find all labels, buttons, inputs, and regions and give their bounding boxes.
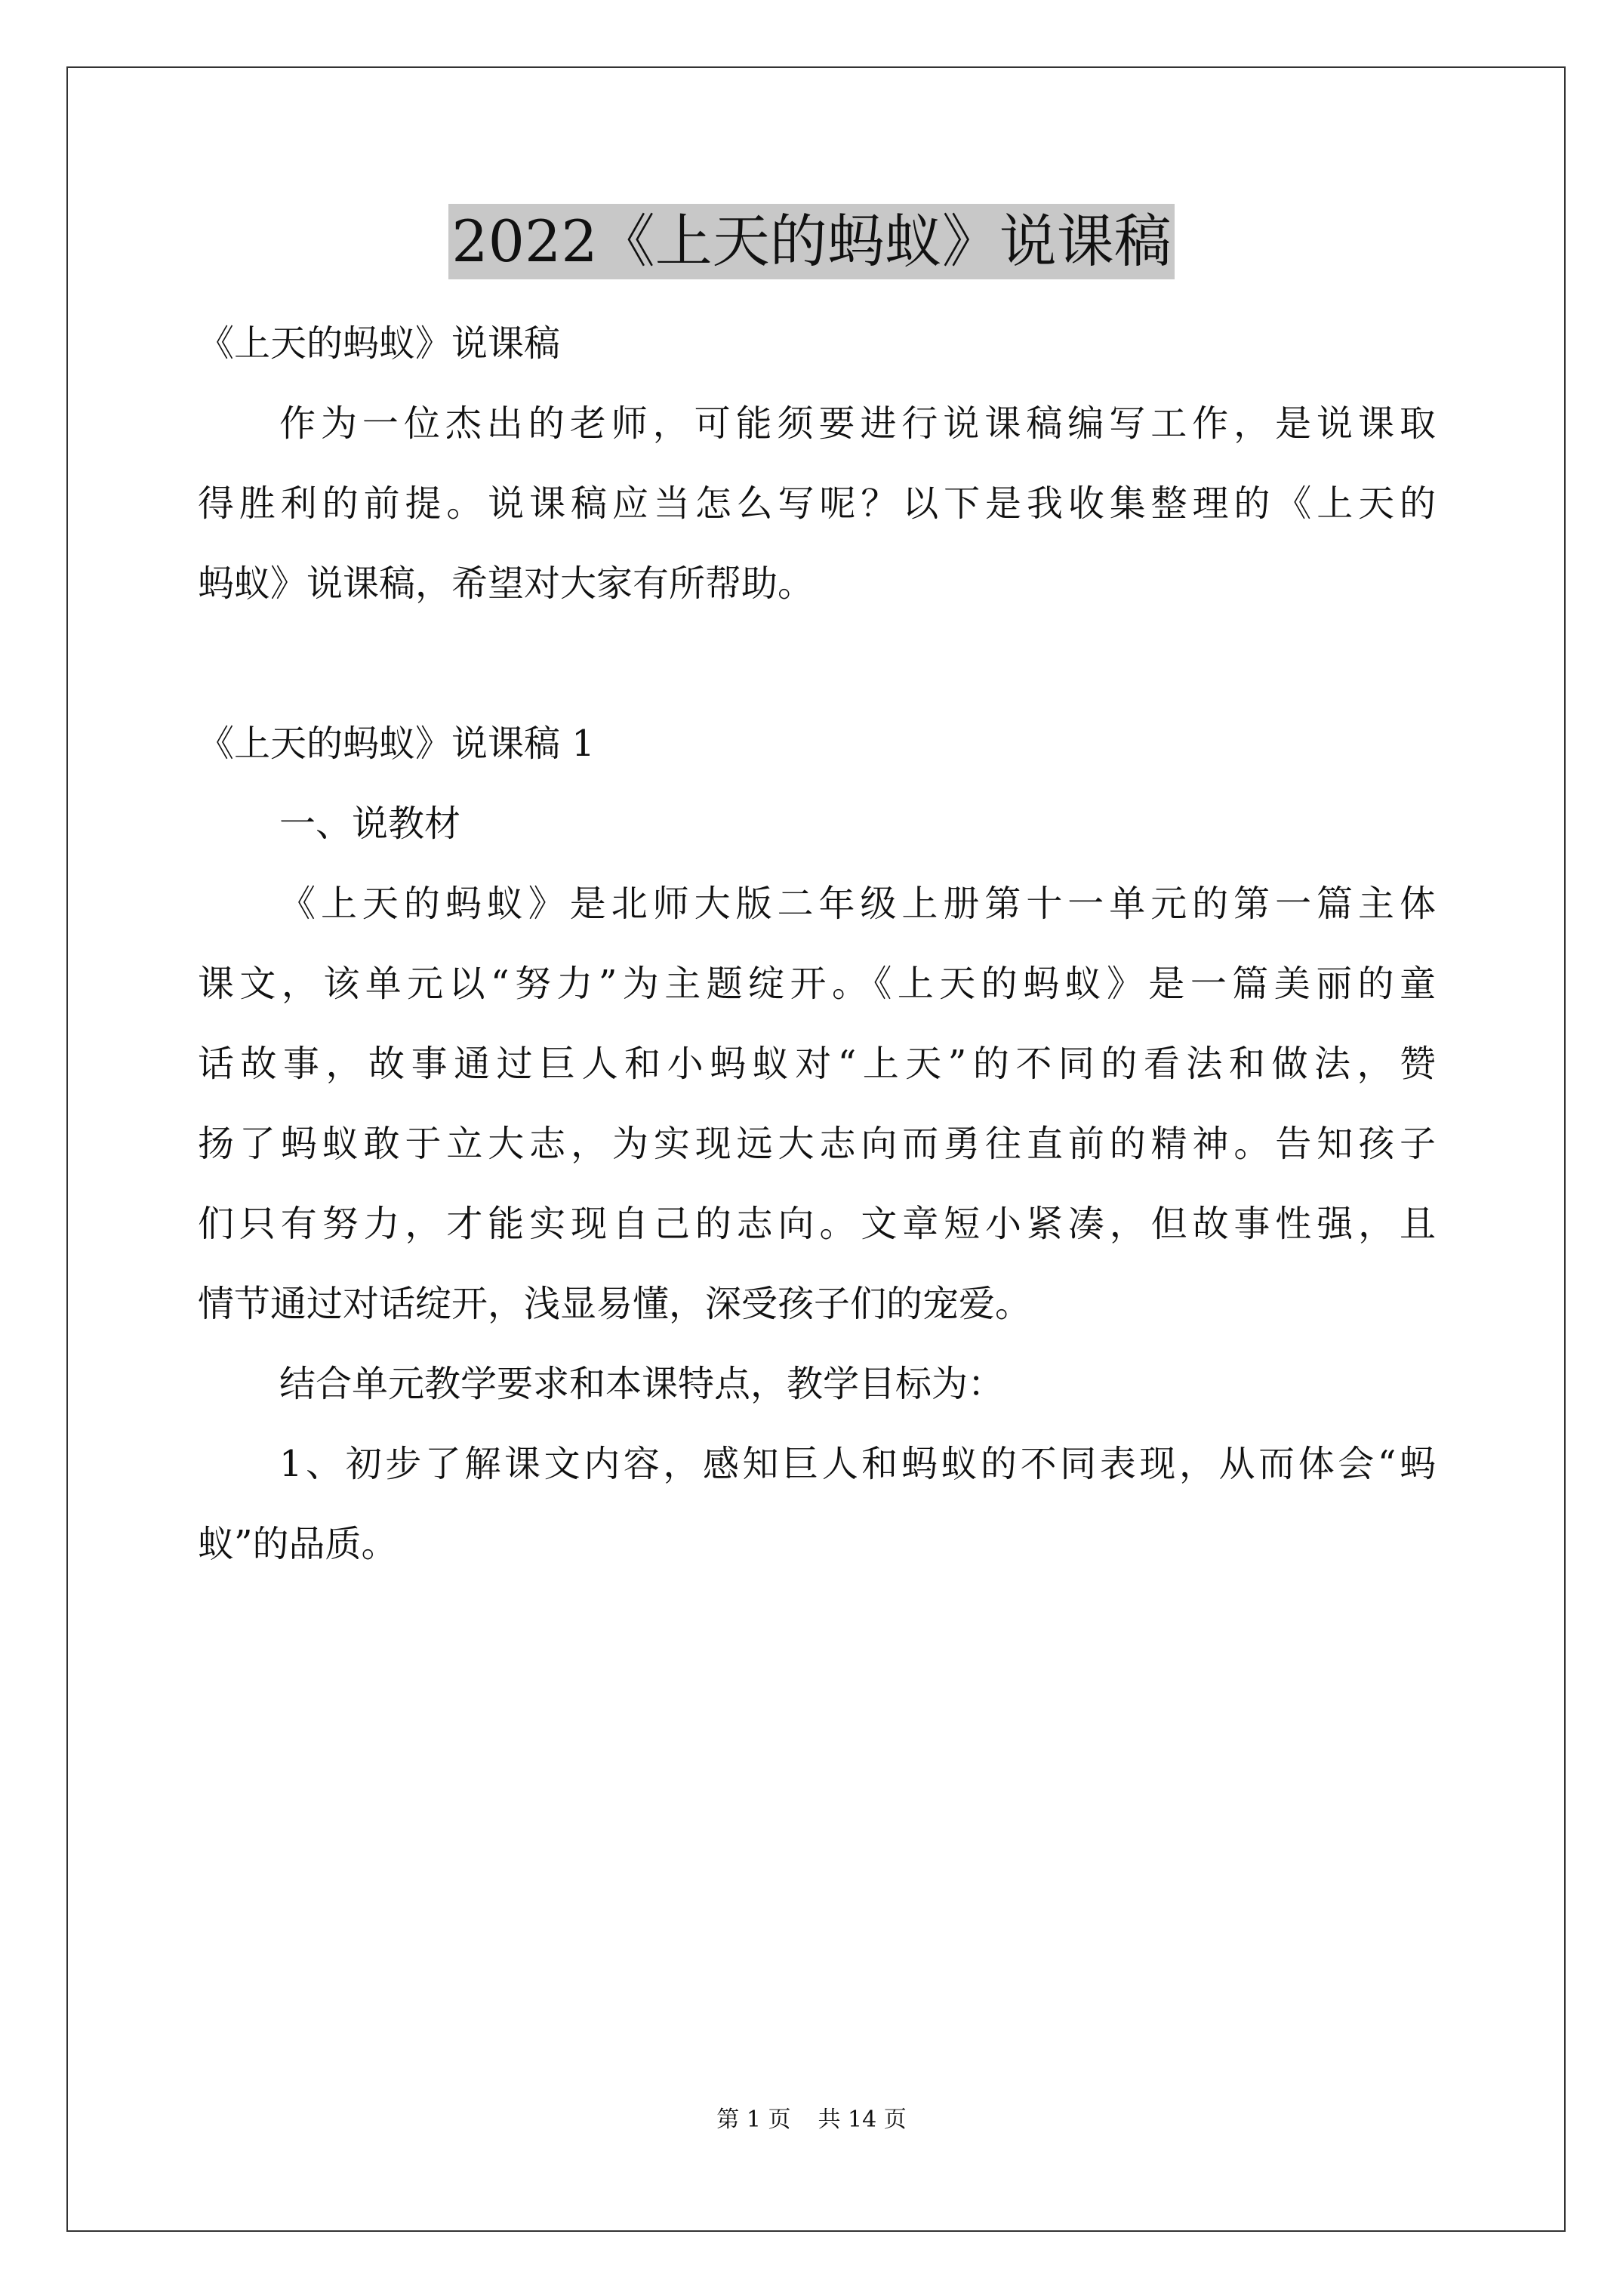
intro-line: 得胜利的前提。说课稿应当怎么写呢？以下是我收集整理的《上天的 [198,482,1436,525]
page-total: 共 14 页 [818,2106,907,2133]
blank-line [198,624,1436,704]
document-title: 2022《上天的蚂蚁》说课稿 [448,204,1174,279]
paragraph-line: 扬了蚂蚁敢于立大志，为实现远大志向而勇往直前的精神。告知孩子 [198,1123,1436,1165]
page-footer [0,2105,1623,2135]
subtitle: 《上天的蚂蚁》说课稿 [198,322,561,365]
document-title-block [0,204,1623,295]
part-heading: 一、说教材 [279,803,461,845]
paragraph-line: 结合单元教学要求和本课特点，教学目标为： [279,1363,1005,1405]
paragraph-line: 课文，该单元以“努力”为主题绽开。《上天的蚂蚁》是一篇美丽的童 [198,963,1436,1005]
paragraph-line: 话故事，故事通过巨人和小蚂蚁对“上天”的不同的看法和做法，赞 [198,1043,1436,1085]
intro-line: 作为一位杰出的老师，可能须要进行说课稿编写工作，是说课取 [279,402,1436,445]
paragraph-line: 《上天的蚂蚁》是北师大版二年级上册第十一单元的第一篇主体 [279,883,1436,925]
intro-line: 蚂蚁》说课稿，希望对大家有所帮助。 [198,562,815,605]
paragraph-line: 们只有努力，才能实现自己的志向。文章短小紧凑，但故事性强，且 [198,1203,1436,1245]
page-number: 第 1 页 [716,2106,791,2133]
document-body [198,304,1436,1584]
goal-line: 1、初步了解课文内容，感知巨人和蚂蚁的不同表现，从而体会“蚂 [279,1443,1436,1485]
section-title: 《上天的蚂蚁》说课稿 1 [198,723,595,765]
goal-line: 蚁”的品质。 [198,1523,398,1565]
paragraph-line: 情节通过对话绽开，浅显易懂，深受孩子们的宠爱。 [198,1283,1032,1325]
